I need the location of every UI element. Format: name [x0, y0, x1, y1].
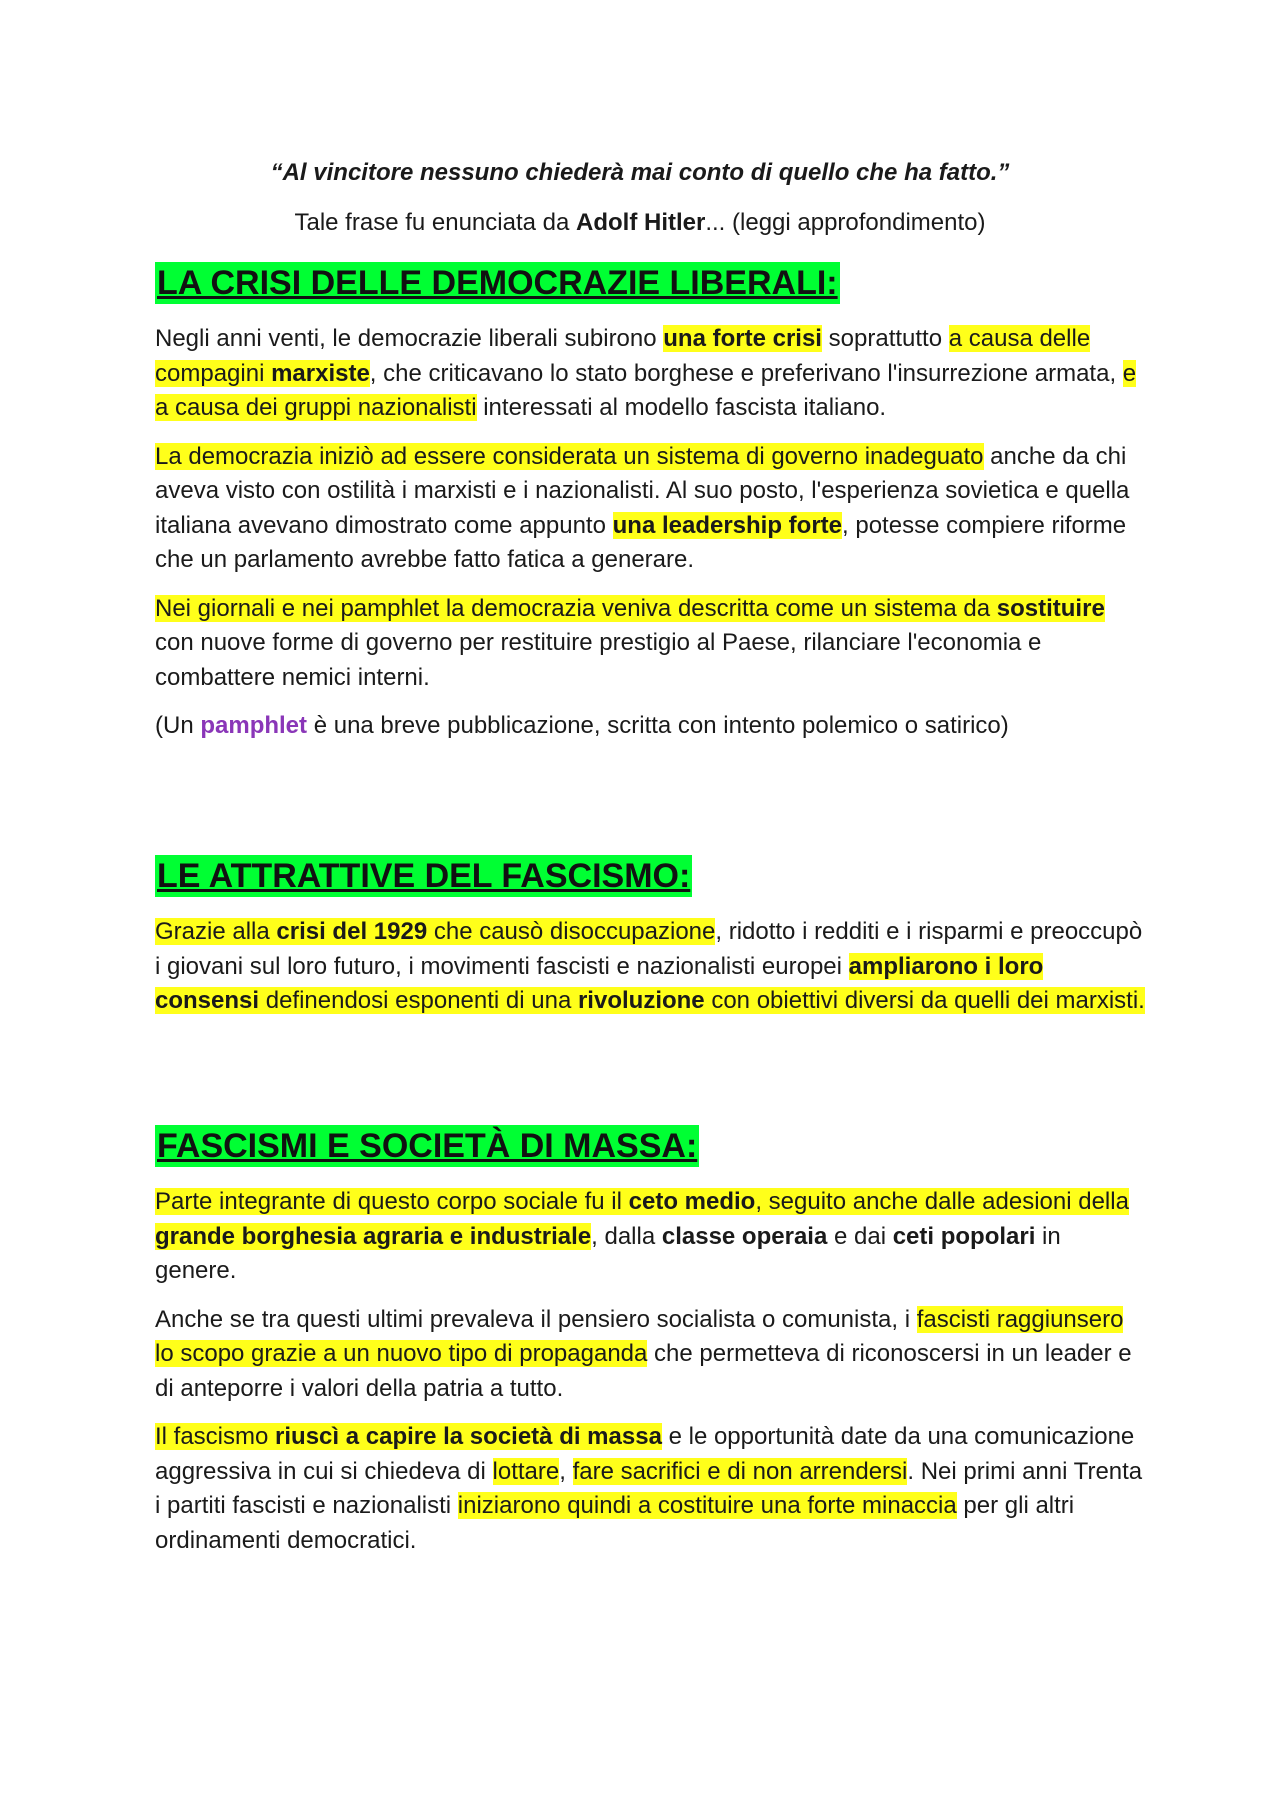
paragraph [155, 592, 1145, 696]
paragraph [155, 1420, 1145, 1558]
text-run: , ridotto i redditi e i risparmi e preoccupò i giovani sul loro futuro, i movimenti fascisti e nazionalisti europei [155, 918, 1143, 980]
text-run: che causò disoccupazione [427, 918, 716, 945]
text-run: con nuove forme di governo per restituire prestigio al Paese, rilanciare l'economia e combattere nemici interni. [155, 629, 1042, 691]
text-run: . Nei primi anni Trenta i partiti fascisti e nazionalisti [155, 1457, 1143, 1519]
highlight-text: fare sacrifici e di non arrendersi [572, 1457, 908, 1485]
text-run: e dai [827, 1222, 893, 1250]
bold-text: una forte crisi [663, 325, 822, 352]
bold-text: classe operaia [661, 1222, 828, 1250]
highlight-text [997, 595, 1105, 622]
bold-text: crisi del 1929 [276, 918, 428, 945]
highlight-text [613, 512, 842, 539]
text-run: (Un [155, 712, 201, 739]
paragraph [155, 1303, 1145, 1407]
text-run: Grazie alla [155, 918, 277, 945]
text-run: definendosi esponenti di una [259, 987, 578, 1014]
text-run: soprattutto [821, 325, 949, 352]
highlight-text [663, 325, 822, 352]
bold-text: una leadership forte [612, 511, 843, 539]
text-run: a causa delle compagini [155, 325, 1091, 387]
section-heading: LA CRISI DELLE DEMOCRAZIE LIBERALI: [157, 264, 838, 302]
text-run: interessati al modello fascista italiano. [476, 394, 887, 421]
highlight-text: iniziarono quindi a costituire una forte minaccia [457, 1492, 957, 1519]
paragraph [155, 322, 1145, 426]
highlight-text: e a causa dei gruppi nazionalisti [155, 359, 1137, 421]
text-run: , [559, 1457, 573, 1485]
text-run: con obiettivi diversi da quelli dei marxisti. [704, 987, 1145, 1014]
highlight-text: Nei giornali e nei pamphlet la democrazia veniva descritta come un sistema da [155, 594, 997, 622]
highlight-text: fascisti raggiunsero lo scopo grazie a un nuovo tipo di propaganda [155, 1305, 1124, 1367]
paragraph [155, 915, 1145, 1019]
text-run: è una breve pubblicazione, scritta con intento polemico o satirico) [307, 712, 1009, 739]
paragraph [155, 709, 1145, 744]
highlight-text [155, 918, 715, 945]
text-run: , che criticavano lo stato borghese e preferivano l'insurrezione armata, [369, 359, 1123, 387]
text-run: che permetteva di riconoscersi in un leader e di anteporre i valori della patria a tutto. [155, 1340, 1132, 1402]
bold-text: grande borghesia agraria e industriale [155, 1222, 592, 1250]
opening-quote: “Al vincitore nessuno chiederà mai conto di quello che ha fatto.” [270, 159, 1010, 186]
text-run: Il fascismo [155, 1423, 276, 1450]
text-run: Negli anni venti, le democrazie liberali subirono [155, 325, 664, 352]
text-run: , dalla [591, 1222, 662, 1250]
paragraph [155, 440, 1145, 578]
text-run: per gli altri ordinamenti democratici. [155, 1492, 1075, 1554]
bold-text: rivoluzione [577, 987, 705, 1014]
intro-text: Tale frase fu enunciata da [294, 209, 577, 236]
bold-text: riuscì a capire la società di massa [275, 1423, 662, 1450]
section-fascismi-societa-massa [155, 1125, 1145, 1558]
text-run: Parte integrante di questo corpo sociale fu il [155, 1188, 629, 1215]
bold-text: ceto medio [628, 1188, 756, 1215]
text-run: Anche se tra questi ultimi prevaleva il pensiero socialista o comunista, i [155, 1305, 917, 1333]
intro-name: Adolf Hitler [576, 209, 706, 236]
section-heading: FASCISMI E SOCIETÀ DI MASSA: [157, 1127, 698, 1165]
highlight-text: La democrazia iniziò ad essere considerata un sistema di governo inadeguato [155, 442, 984, 470]
intro-line [0, 208, 1280, 238]
paragraph [155, 1185, 1145, 1289]
text-run: e le opportunità date da una comunicazione aggressiva in cui si chiedeva di [155, 1423, 1135, 1485]
text-run: , potesse compiere riforme che un parlamento avrebbe fatto fatica a generare. [155, 511, 1127, 573]
text-run: in genere. [155, 1222, 1061, 1284]
intro-note: ... (leggi approfondimento) [705, 209, 986, 236]
highlight-text [155, 1423, 662, 1450]
text-run: anche da chi aveva visto con ostilità i marxisti e i nazionalisti. Al suo posto, l'esperienza sovietica e quella italiana avevano dimostrato come appunto [155, 442, 1130, 539]
section-attrattive-fascismo [155, 855, 1145, 1019]
bold-text: marxiste [271, 359, 370, 387]
highlight-text: lottare [492, 1457, 560, 1485]
section-heading: LE ATTRATTIVE DEL FASCISMO: [157, 857, 691, 895]
bold-text: ceti popolari [892, 1222, 1036, 1250]
bold-text: ampliarono i loro consensi [155, 952, 1044, 1014]
purple-term: pamphlet [200, 712, 308, 739]
bold-text: sostituire [996, 594, 1105, 622]
text-run: , seguito anche dalle adesioni della [755, 1188, 1129, 1215]
section-crisi-democrazie [155, 262, 1145, 744]
